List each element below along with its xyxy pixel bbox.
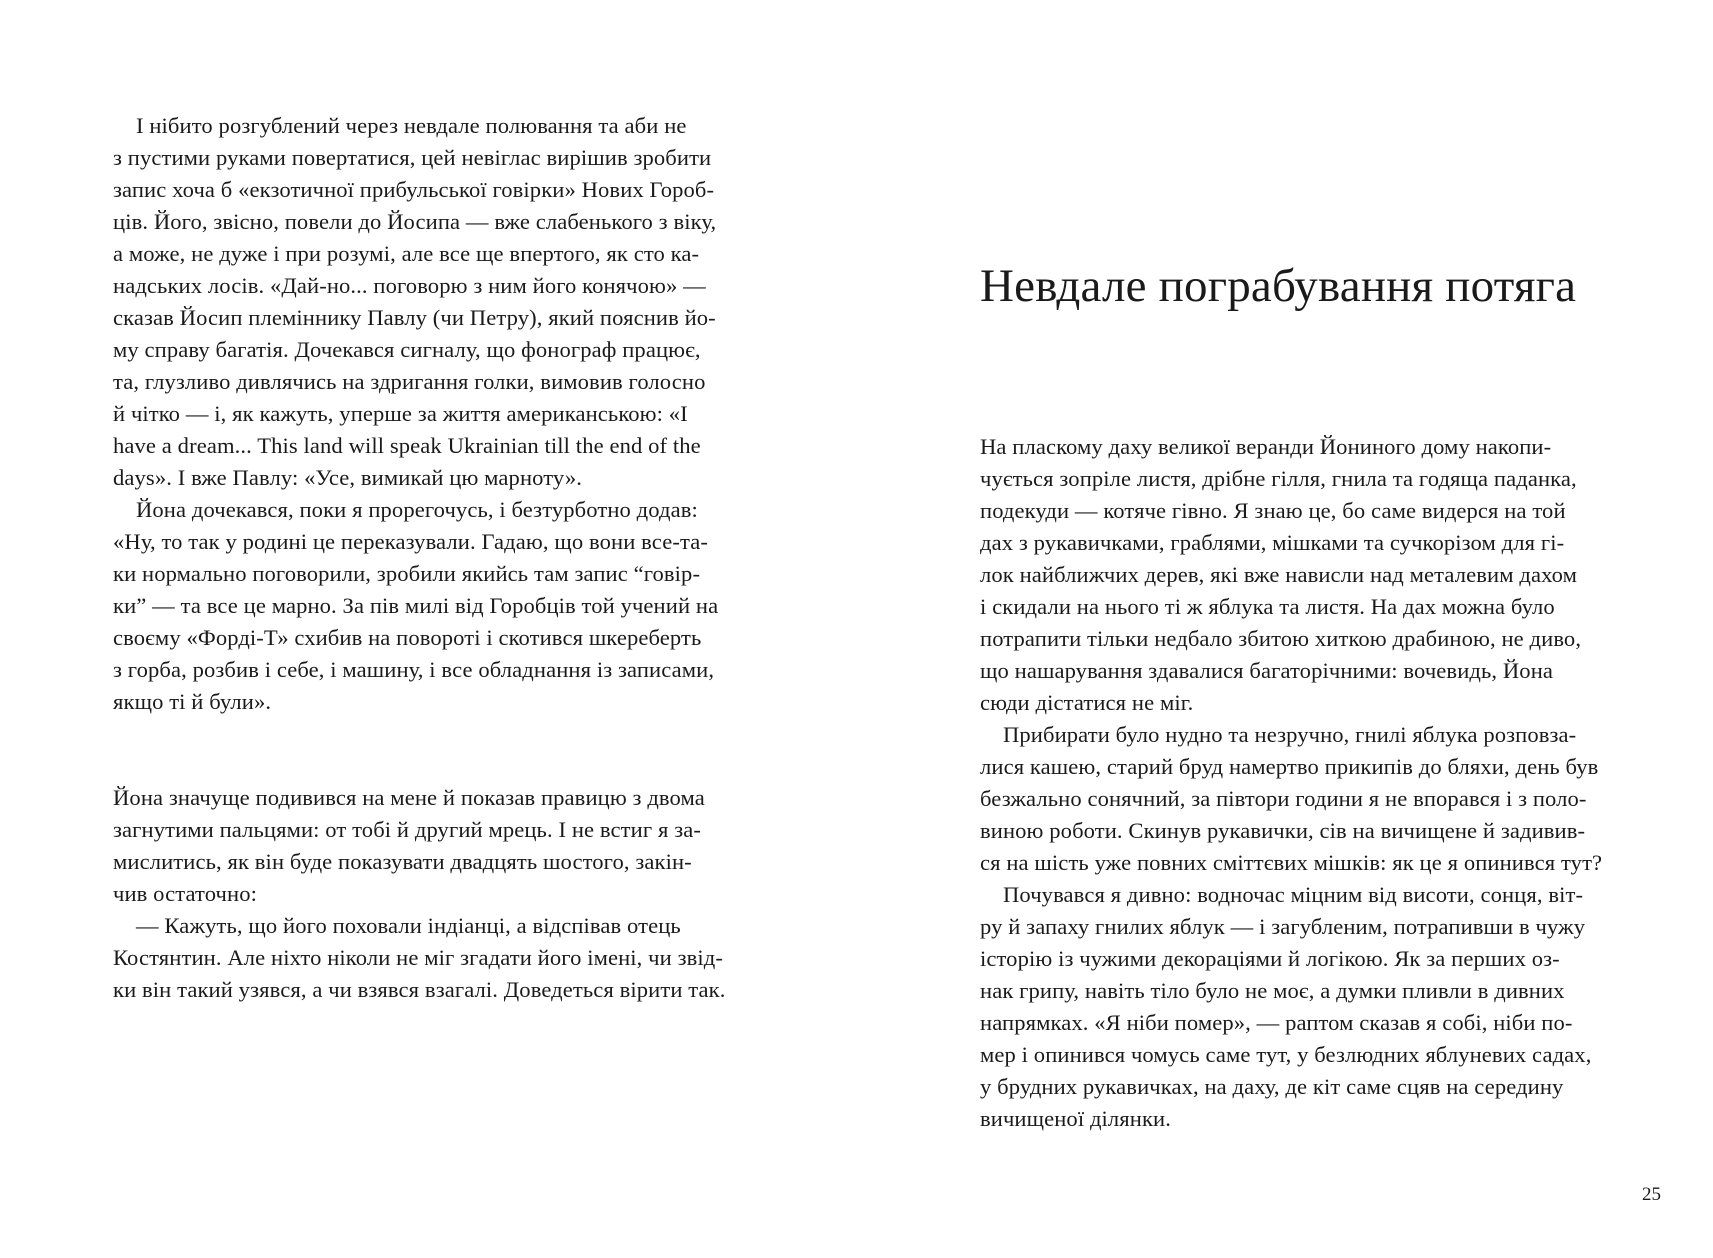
text-line: лися кашею, старий бруд намертво прикипів до бляхи, день був — [980, 754, 1599, 779]
text-line: якщо ті й були». — [113, 689, 272, 714]
text-line: що нашарування здавалися багаторічними: вочевидь, Йона — [980, 658, 1554, 683]
text-line: чив остаточно: — [113, 881, 257, 906]
text-line: ру й запаху гнилих яблук — і загубленим, потрапивши в чужу — [980, 914, 1586, 939]
text-line: ки він такий узявся, а чи взявся взагалі. Доведеться вірити так. — [113, 977, 726, 1002]
text-line: запис хоча б «екзотичної прибульської говірки» Нових Гороб- — [113, 177, 715, 202]
text-line: з горба, розбив і себе, і машину, і все обладнання із записами, — [113, 657, 715, 682]
text-line: та, глузливо дивлячись на здригання голки, вимовив голосно — [113, 369, 706, 394]
text-line: нак грипу, навіть тіло було не моє, а думки пливли в дивних — [980, 978, 1565, 1003]
text-line: Почувався я дивно: водночас міцним від висоти, сонця, віт- — [980, 882, 1584, 907]
text-line: й чітко — і, як кажуть, уперше за життя американською: «I — [113, 401, 688, 426]
left-block-2 — [113, 782, 751, 1006]
text-line: І нібито розгублений через невдале полювання та аби не — [113, 113, 687, 138]
left-page — [0, 0, 856, 1258]
text-line: вичищеної ділянки. — [980, 1106, 1172, 1131]
section-break — [113, 718, 751, 782]
text-line: у брудних рукавичках, на даху, де кіт саме сцяв на середину — [980, 1074, 1564, 1099]
text-line: надських лосів. «Дай-но... поговорю з ним його конячою» — — [113, 273, 706, 298]
text-line: загнутими пальцями: от тобі й другий мрець. І не встиг я за- — [113, 817, 701, 842]
text-line: лок найближчих дерев, які вже нависли над металевим дахом — [980, 562, 1577, 587]
text-line: своєму «Форді-Т» схибив на повороті і скотився шкереберть — [113, 625, 702, 650]
text-line: історію із чужими декораціями й логікою. Як за перших оз- — [980, 946, 1560, 971]
chapter-title: Невдале пограбування потяга — [980, 260, 1577, 312]
text-line: ки” — та все це марно. За пів милі від Горобців той учений на — [113, 593, 719, 618]
left-block-1 — [113, 110, 751, 718]
left-page-text — [113, 110, 751, 1006]
text-line: ся на шість уже повних сміттєвих мішків: як це я опинився тут? — [980, 850, 1603, 875]
text-line: мер і опинився чомусь саме тут, у безлюдних яблуневих садах, — [980, 1042, 1592, 1067]
text-line: ки нормально поговорили, зробили якийсь там запис “говір- — [113, 561, 701, 586]
text-line: На пласкому даху великої веранди Йониного дому накопи- — [980, 434, 1552, 459]
text-line: потрапити тільки недбало збитою хиткою драбиною, не диво, — [980, 626, 1582, 651]
text-line: му справу багатія. Дочекався сигналу, що фонограф працює, — [113, 337, 701, 362]
text-line: і скидали на нього ті ж яблука та листя. На дах можна було — [980, 594, 1555, 619]
text-line: сюди дістатися не міг. — [980, 690, 1194, 715]
text-line: дах з рукавичками, граблями, мішками та сучкорізом для гі- — [980, 530, 1565, 555]
text-line: безжально сонячний, за півтори години я не впорався і з поло- — [980, 786, 1587, 811]
right-paragraphs — [980, 431, 1620, 1135]
text-line: — Кажуть, що його поховали індіанці, а відспівав отець — [113, 913, 681, 938]
text-line: days». І вже Павлу: «Усе, вимикай цю марноту». — [113, 465, 583, 490]
text-line: Йона дочекався, поки я прорегочусь, і безтурботно додав: — [113, 497, 698, 522]
right-page-text — [980, 431, 1620, 1135]
text-line: а може, не дуже і при розумі, але все ще впертого, як сто ка- — [113, 241, 700, 266]
text-line: Прибирати було нудно та незручно, гнилі яблука розповза- — [980, 722, 1577, 747]
text-line: Костянтин. Але ніхто ніколи не міг згадати його імені, чи звід- — [113, 945, 723, 970]
text-line: виною роботи. Скинув рукавички, сів на вичищене й задивив- — [980, 818, 1586, 843]
text-line: чується зопріле листя, дрібне гілля, гнила та годяща паданка, — [980, 466, 1577, 491]
text-line: мислитись, як він буде показувати двадцять шостого, закін- — [113, 849, 692, 874]
text-line: Йона значуще подивився на мене й показав правицю з двома — [113, 785, 705, 810]
text-line: подекуди — котяче гівно. Я знаю це, бо саме видерся на той — [980, 498, 1566, 523]
text-line: сказав Йосип племіннику Павлу (чи Петру), який пояснив йо- — [113, 305, 716, 330]
text-line: have a dream... This land will speak Ukrainian till the end of the — [113, 433, 701, 458]
text-line: «Ну, то так у родині це переказували. Гадаю, що вони все-та- — [113, 529, 708, 554]
text-line: з пустими руками повертатися, цей невіглас вирішив зробити — [113, 145, 712, 170]
right-page — [856, 0, 1713, 1258]
page-number: 25 — [1642, 1184, 1661, 1205]
text-line: напрямках. «Я ніби помер», — раптом сказав я собі, ніби по- — [980, 1010, 1573, 1035]
text-line: ців. Його, звісно, повели до Йосипа — вже слабенького з віку, — [113, 209, 717, 234]
